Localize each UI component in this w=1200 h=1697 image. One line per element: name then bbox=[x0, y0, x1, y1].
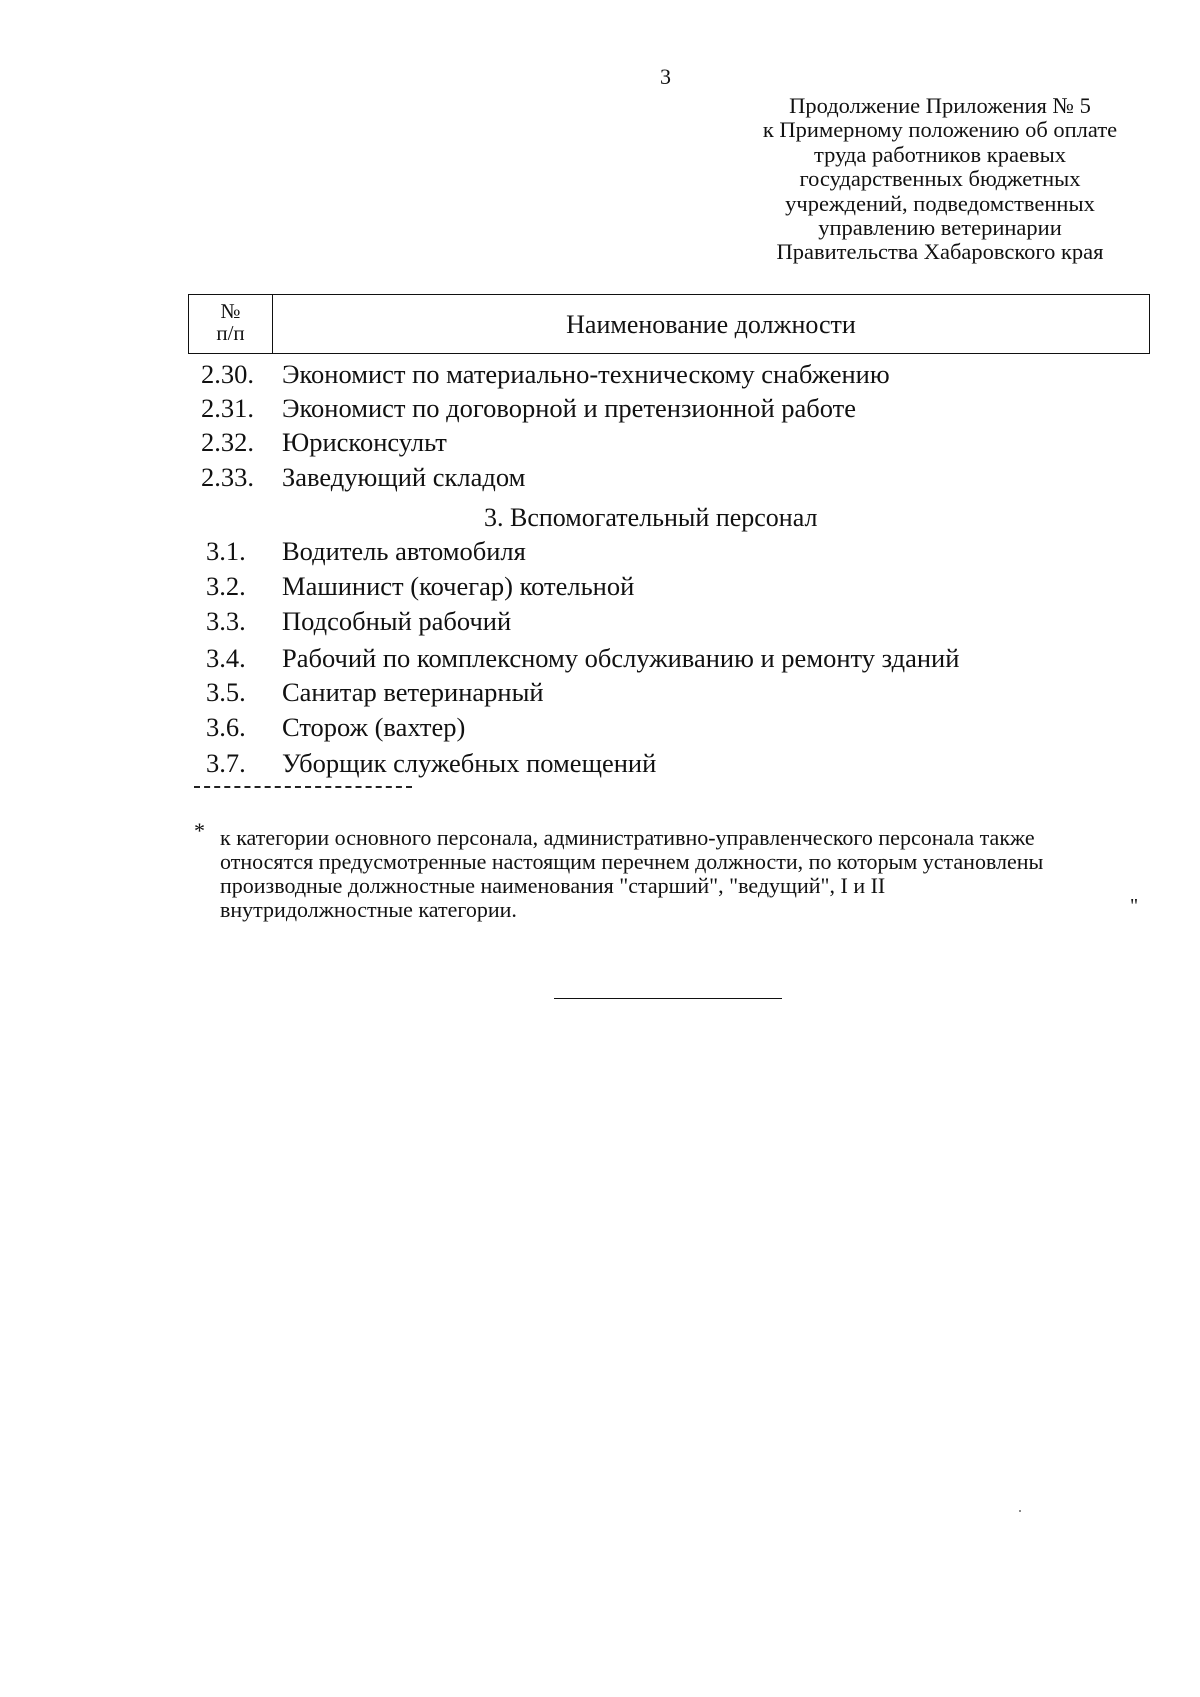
footnote-line: внутридолжностные категории. bbox=[220, 897, 517, 922]
row-number: 3.6. bbox=[206, 712, 246, 742]
closing-quote-mark: " bbox=[1130, 895, 1139, 917]
footnote-text bbox=[220, 826, 1180, 922]
page-number: 3 bbox=[660, 64, 671, 89]
row-position-name: Заведующий складом bbox=[282, 462, 526, 492]
row-number: 2.30. bbox=[201, 359, 254, 389]
header-number-symbol: № bbox=[220, 299, 241, 323]
appendix-header-line: Правительства Хабаровского края bbox=[776, 239, 1104, 265]
row-position-name: Санитар ветеринарный bbox=[282, 677, 544, 707]
row-position-name: Водитель автомобиля bbox=[282, 536, 526, 566]
footnote-marker: * bbox=[194, 818, 205, 843]
row-position-name: Сторож (вахтер) bbox=[282, 712, 466, 742]
header-number-column bbox=[189, 295, 273, 353]
appendix-header-line: Продолжение Приложения № 5 bbox=[789, 93, 1091, 118]
row-number: 2.31. bbox=[201, 393, 254, 423]
appendix-header-line: к Примерному положению об оплате bbox=[762, 117, 1118, 143]
row-position-name: Уборщик служебных помещений bbox=[282, 748, 657, 778]
row-position-name: Подсобный рабочий bbox=[282, 606, 512, 636]
footnote-line: к категории основного персонала, административно-управленческого персонала также bbox=[220, 825, 1035, 850]
header-position-name: Наименование должности bbox=[566, 310, 856, 339]
appendix-header bbox=[720, 94, 1160, 265]
row-number: 3.5. bbox=[206, 677, 246, 707]
row-position-name: Рабочий по комплексному обслуживанию и ремонту зданий bbox=[282, 643, 960, 673]
appendix-header-line: труда работников краевых bbox=[814, 141, 1066, 167]
positions-table-header bbox=[188, 294, 1150, 354]
footnote-line: производные должностные наименования "старший", "ведущий", I и II bbox=[220, 873, 886, 898]
footnote-separator bbox=[194, 786, 412, 788]
row-number: 3.1. bbox=[206, 536, 246, 566]
row-number: 3.4. bbox=[206, 643, 246, 673]
scan-speck bbox=[1019, 1510, 1021, 1512]
appendix-header-line: учреждений, подведомственных bbox=[785, 190, 1095, 216]
appendix-header-line: управлению ветеринарии bbox=[818, 215, 1062, 241]
appendix-header-line: государственных бюджетных bbox=[799, 166, 1081, 192]
header-number-abbrev: п/п bbox=[216, 321, 245, 345]
row-number: 2.32. bbox=[201, 427, 254, 457]
row-position-name: Экономист по договорной и претензионной работе bbox=[282, 393, 857, 423]
end-of-document-rule bbox=[554, 998, 782, 999]
row-position-name: Юрисконсульт bbox=[282, 427, 447, 457]
row-number: 3.3. bbox=[206, 606, 246, 636]
footnote-line: относятся предусмотренные настоящим перечнем должности, по которым установлены bbox=[220, 849, 1044, 874]
row-number: 2.33. bbox=[201, 462, 254, 492]
row-number: 3.2. bbox=[206, 571, 246, 601]
row-position-name: Машинист (кочегар) котельной bbox=[282, 571, 635, 601]
row-position-name: Экономист по материально-техническому снабжению bbox=[282, 359, 890, 389]
row-number: 3.7. bbox=[206, 748, 246, 778]
section-title: 3. Вспомогательный персонал bbox=[484, 503, 818, 532]
